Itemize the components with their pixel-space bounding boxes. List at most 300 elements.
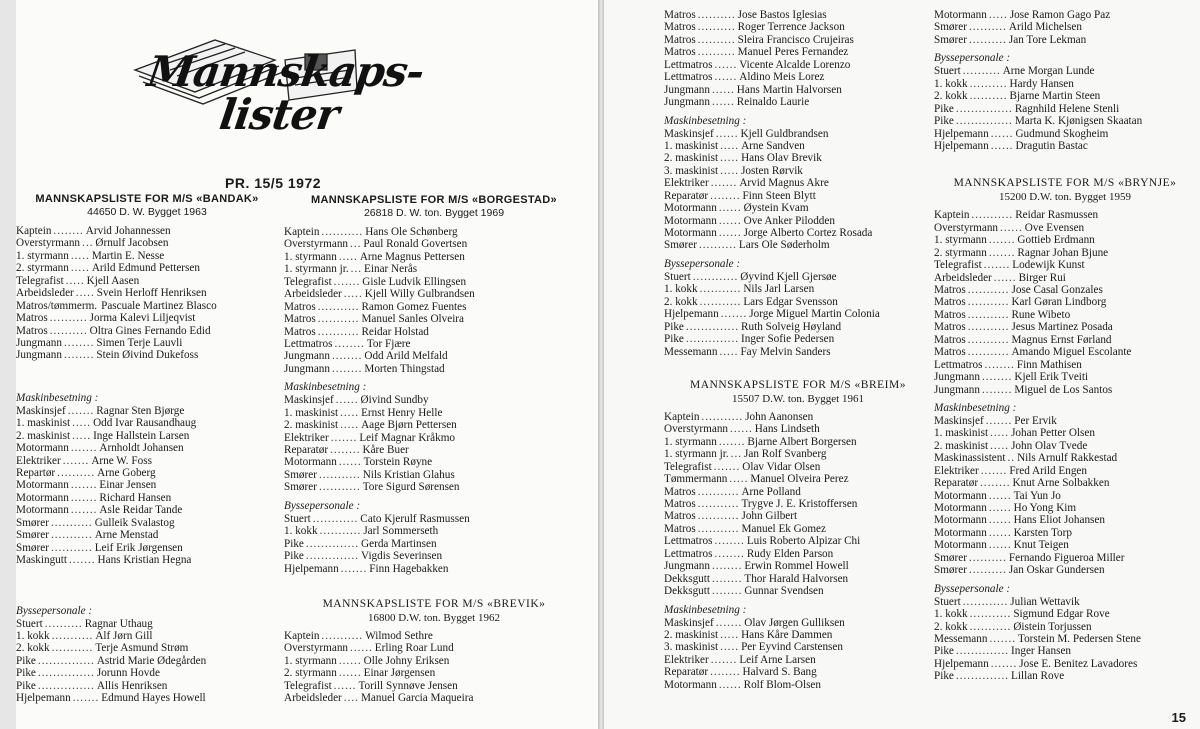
crew-row	[284, 538, 584, 550]
crew-name: Richard Hansen	[99, 491, 172, 504]
crew-role: Motormann	[934, 514, 987, 527]
leader-dots: ........	[714, 547, 745, 560]
borgestad-crew-list	[284, 194, 584, 705]
leader-dots: ..............	[305, 537, 360, 550]
crew-role: Jungmann	[934, 383, 980, 396]
crew-name: Fay Melvin Sanders	[740, 345, 831, 358]
deck-list	[664, 411, 932, 598]
leader-dots: ..........	[968, 564, 1007, 577]
crew-row	[16, 312, 278, 324]
crew-row	[16, 262, 278, 274]
leader-dots: ...	[82, 237, 94, 250]
leader-dots: ......	[990, 139, 1014, 152]
catering-heading: Byssepersonale :	[934, 52, 1011, 65]
leader-dots: ...........	[697, 498, 740, 510]
crew-role: Smører	[284, 468, 317, 481]
crew-row	[16, 237, 278, 249]
leader-dots: ......	[988, 502, 1012, 514]
crew-row	[934, 359, 1196, 371]
crew-row	[934, 34, 1196, 46]
crew-name: Arne Morgan Lunde	[1002, 65, 1095, 78]
crew-row	[284, 655, 584, 667]
date-heading: PR. 15/5 1972	[225, 175, 322, 191]
crew-name: Svein Herloff Henriksen	[96, 287, 207, 300]
leader-dots: .......	[988, 234, 1016, 247]
crew-row	[934, 465, 1196, 477]
crew-name: Finn Mathisen	[1016, 358, 1082, 371]
leader-dots: ...........	[51, 642, 94, 655]
crew-name: Fernando Figueroa Miller	[1008, 551, 1125, 564]
crew-row	[16, 542, 278, 554]
crew-role: Matros	[664, 33, 696, 46]
leader-dots: ...	[730, 448, 743, 461]
crew-role: Kaptein	[16, 225, 52, 237]
leader-dots: ............	[692, 270, 739, 283]
crew-row	[284, 288, 584, 300]
crew-row	[664, 666, 932, 678]
leader-dots: .......	[715, 616, 743, 629]
crew-role: Hjelpemann	[664, 308, 719, 321]
crew-name: Ragnar Johan Bjune	[1017, 246, 1109, 259]
crew-row	[934, 427, 1196, 439]
crew-row	[284, 263, 584, 275]
leader-dots: ...........	[969, 620, 1012, 633]
crew-role: Maskinsjef	[664, 127, 714, 140]
leader-dots: .......	[340, 562, 368, 575]
leader-dots: ...........	[967, 284, 1010, 296]
deck-list	[16, 225, 278, 362]
leader-dots: ...........	[318, 481, 361, 494]
crew-name: Fred Arild Engen	[1009, 464, 1087, 477]
crew-role: 1. kokk	[934, 608, 968, 621]
crew-name: Alf Jørn Gill	[95, 629, 153, 642]
page-edge	[0, 0, 16, 729]
crew-row	[664, 573, 932, 585]
crew-name: Finn Hagebakken	[369, 562, 449, 575]
crew-name: Ragnar Uthaug	[84, 617, 153, 630]
ship-heading: MANNSKAPSLISTE FOR M/S «BREVIK»	[322, 597, 546, 610]
leader-dots: ............	[962, 595, 1009, 608]
crew-role: Matros	[284, 325, 316, 338]
crew-row	[664, 59, 932, 71]
ship-subheading: 15507 D.W. ton. Bygget 1961	[732, 392, 864, 405]
crew-name: Gisle Ludvik Ellingsen	[362, 275, 467, 288]
crew-name: John Olav Tvede	[1011, 439, 1088, 452]
crew-row	[934, 259, 1196, 271]
crew-name: Arne Menstad	[94, 529, 159, 542]
crew-role: Matros	[934, 346, 966, 359]
leader-dots: .......	[62, 454, 90, 467]
crew-name: Edmund Hayes Howell	[101, 692, 206, 705]
crew-role: Dekksgutt	[664, 572, 710, 585]
brevik-continued-list	[664, 9, 932, 691]
deck-list	[284, 226, 584, 375]
crew-role: Matros	[16, 324, 48, 337]
crew-name: Arvid Johannessen	[85, 225, 171, 237]
leader-dots: ........	[53, 225, 84, 237]
leader-dots: ...........	[319, 525, 362, 538]
crew-role: 1. kokk	[16, 629, 50, 642]
crew-role: Matros	[664, 498, 696, 510]
leader-dots: ..............	[305, 550, 360, 563]
crew-role: Pike	[284, 550, 304, 563]
crew-role: 2. styrmann	[284, 667, 337, 680]
crew-name: Ove Evensen	[1024, 221, 1085, 234]
crew-role: Jungmann	[664, 96, 710, 109]
leader-dots: ..........	[57, 467, 96, 479]
crew-row	[16, 492, 278, 504]
crew-role: Jungmann	[16, 349, 62, 362]
leader-dots: .......	[70, 442, 98, 455]
crew-role: Overstyrmann	[664, 423, 729, 436]
engine-list	[664, 128, 932, 252]
crew-row	[16, 275, 278, 287]
leader-dots: ..........	[968, 551, 1007, 564]
leader-dots: ......	[333, 679, 357, 692]
crew-name: Vigdis Severinsen	[361, 550, 443, 563]
crew-row	[664, 271, 932, 283]
crew-row	[16, 479, 278, 491]
crew-role: Elektriker	[664, 177, 709, 190]
leader-dots: ...............	[37, 679, 95, 692]
crew-row	[664, 617, 932, 629]
leader-dots: ......	[718, 214, 742, 227]
leader-dots: .....	[990, 427, 1010, 440]
crew-row	[664, 585, 932, 597]
leader-dots: ...........	[967, 308, 1010, 321]
crew-row	[664, 140, 932, 152]
crew-name: Manuel Ek Gomez	[741, 522, 826, 535]
crew-name: Arne Goberg	[97, 467, 156, 479]
crew-name: Josten Rørvik	[741, 164, 803, 177]
crew-row	[664, 486, 932, 498]
crew-row	[934, 490, 1196, 502]
crew-row	[934, 645, 1196, 657]
crew-role: 1. maskinist	[16, 417, 71, 430]
crew-role: 2. kokk	[934, 620, 968, 633]
crew-role: Jungmann	[16, 336, 62, 349]
crew-name: Aldino Meis Lorez	[739, 71, 825, 84]
crew-row	[664, 152, 932, 164]
leader-dots: .......	[983, 259, 1011, 272]
leader-dots: ........	[714, 535, 745, 548]
leader-dots: ....	[343, 692, 359, 705]
crew-row	[664, 411, 932, 423]
crew-row	[934, 608, 1196, 620]
crew-role: 1. styrmann	[934, 234, 987, 247]
crew-role: Motormann	[664, 214, 717, 227]
leader-dots: .......	[720, 308, 748, 321]
crew-role: Hjelpemann	[934, 127, 989, 140]
crew-role: 1. styrmann jr.	[664, 448, 729, 461]
crew-name: Per Ervik	[1014, 414, 1057, 427]
crew-row	[664, 523, 932, 535]
crew-role: Motormann	[934, 539, 987, 552]
crew-name: Roger Terrence Jackson	[737, 21, 845, 34]
crew-name: Nils Arnulf Rakkestad	[1017, 452, 1118, 465]
leader-dots: .....	[70, 262, 90, 275]
crew-row	[284, 338, 584, 350]
leader-dots: ........	[712, 572, 743, 585]
crew-role: Matros	[664, 510, 696, 523]
crew-row	[284, 432, 584, 444]
engine-heading: Maskinbesetning :	[664, 114, 747, 127]
crew-role: Reparatør	[664, 189, 709, 202]
leader-dots: .....	[729, 473, 749, 486]
crew-row	[664, 535, 932, 547]
crew-name: Jorge Miguel Martin Colonia	[749, 308, 880, 321]
crew-name: Marta K. Kjønigsen Skaatan	[1014, 115, 1143, 128]
leader-dots: ...........	[699, 283, 742, 296]
crew-role: Motormann	[16, 504, 69, 517]
crew-name: Leif Arne Larsen	[739, 653, 816, 666]
crew-role: Motormann	[934, 502, 987, 514]
crew-role: Kaptein	[284, 629, 320, 642]
leader-dots: ......	[718, 678, 742, 691]
crew-row	[664, 641, 932, 653]
leader-dots: ...........	[967, 333, 1010, 346]
crew-row	[934, 477, 1196, 489]
title-line-2: lister	[216, 90, 342, 139]
leader-dots: .......	[70, 491, 98, 504]
engine-heading: Maskinbesetning :	[934, 401, 1017, 414]
leader-dots: ..........	[697, 46, 736, 59]
crew-row	[284, 276, 584, 288]
leader-dots: .....	[720, 641, 740, 654]
crew-name: Arvid Magnus Akre	[739, 177, 829, 190]
crew-name: Einar Jensen	[99, 479, 157, 492]
bandak-crew-list	[16, 193, 278, 705]
crew-role: Matros/tømmerm.	[16, 299, 98, 312]
leader-dots: .......	[713, 460, 741, 473]
crew-role: Matros	[16, 312, 48, 325]
crew-role: Pike	[16, 667, 36, 680]
catering-heading: Byssepersonale :	[284, 499, 361, 512]
leader-dots: ..........	[968, 21, 1007, 34]
crew-name: Øistein Torjussen	[1013, 620, 1092, 633]
crew-row	[16, 442, 278, 454]
crew-role: Motormann	[934, 526, 987, 539]
title-line-1: Mannskaps-	[144, 47, 427, 96]
leader-dots: ........	[712, 585, 743, 598]
crew-row	[664, 177, 932, 189]
crew-role: Motormann	[664, 202, 717, 215]
crew-name: Einar Nerås	[364, 263, 418, 276]
engine-heading: Maskinbesetning :	[16, 391, 99, 404]
crew-row	[284, 301, 584, 313]
crew-name: Stein Øivind Dukefoss	[96, 349, 199, 362]
crew-role: Maskinsjef	[16, 404, 66, 417]
leader-dots: ..............	[685, 320, 740, 333]
crew-role: 1. maskinist	[934, 427, 989, 440]
leader-dots: ...........	[969, 608, 1012, 621]
crew-name: Terje Asmund Strøm	[95, 642, 189, 655]
crew-name: Reidar Rasmussen	[1015, 209, 1099, 222]
crew-row	[934, 658, 1196, 670]
crew-name: Rune Wibeto	[1011, 308, 1071, 321]
crew-role: 1. maskinist	[284, 406, 339, 419]
leader-dots: ........	[334, 337, 365, 350]
crew-name: Paul Ronald Govertsen	[363, 238, 468, 251]
crew-role: Elektriker	[664, 653, 709, 666]
leader-dots: .....	[340, 406, 360, 419]
leader-dots: ......	[990, 127, 1014, 140]
crew-name: Rolf Blom-Olsen	[743, 678, 821, 691]
leader-dots: .......	[72, 692, 100, 705]
crew-name: Nils Kristian Glahus	[362, 468, 455, 481]
ship-heading: MANNSKAPSLISTE FOR M/S «BREIM»	[690, 378, 906, 391]
crew-name: Oltra Gines Fernando Edid	[89, 324, 211, 337]
crew-name: Hans Kåre Dammen	[741, 628, 833, 641]
crew-name: Vicente Alcalde Lorenzo	[739, 58, 851, 71]
crew-row	[16, 417, 278, 429]
leader-dots: ......	[350, 642, 373, 655]
crew-row	[284, 363, 584, 375]
leader-dots: ......	[718, 227, 742, 239]
crew-row	[16, 667, 278, 679]
crew-role: Reparatør	[284, 444, 329, 456]
crew-role: Smører	[934, 33, 967, 46]
crew-name: Amando Miguel Escolante	[1011, 346, 1132, 359]
crew-row	[16, 455, 278, 467]
crew-name: Ragnar Sten Bjørge	[96, 404, 185, 417]
crew-role: Pike	[664, 320, 684, 333]
leader-dots: ..........	[49, 324, 88, 337]
crew-row	[934, 452, 1196, 464]
crew-role: Pike	[934, 102, 954, 115]
leader-dots: .......	[990, 657, 1018, 670]
crew-role: Elektriker	[934, 464, 979, 477]
crew-row	[16, 680, 278, 692]
crew-role: 1. kokk	[284, 525, 318, 538]
crew-role: Pike	[664, 333, 684, 346]
leader-dots: ...........	[51, 629, 94, 642]
crew-role: Overstyrmann	[284, 642, 349, 655]
crew-row	[16, 655, 278, 667]
crew-name: Gunnar Svendsen	[744, 585, 824, 598]
crew-name: Arild Edmund Pettersen	[91, 262, 200, 275]
leader-dots: ...........	[50, 541, 93, 554]
leader-dots: ........	[712, 560, 743, 573]
crew-name: Torstein M. Pedersen Stene	[1018, 632, 1141, 645]
crew-role: Matros	[664, 21, 696, 34]
crew-row	[284, 469, 584, 481]
crew-role: 2. maskinist	[664, 152, 719, 165]
leader-dots: .......	[710, 653, 738, 666]
crew-name: Kjell Erik Tveiti	[1014, 371, 1089, 384]
crew-row	[284, 630, 584, 642]
crew-row	[16, 337, 278, 349]
crew-row	[284, 226, 584, 238]
leader-dots: .......	[333, 275, 361, 288]
crew-row	[284, 444, 584, 456]
crew-name: Karsten Torp	[1013, 526, 1072, 539]
left-page	[0, 0, 598, 729]
crew-name: Cato Kjerulf Rasmussen	[360, 512, 470, 525]
crew-name: Jan Oskar Gundersen	[1008, 564, 1105, 577]
leader-dots: .....	[340, 419, 360, 432]
crew-name: Reinaldo Laurie	[736, 96, 810, 109]
crew-role: Hjelpemann	[284, 562, 339, 575]
crew-row	[284, 456, 584, 468]
crew-row	[664, 283, 932, 295]
crew-role: Lettmatros	[664, 547, 713, 560]
crew-name: Bjarne Albert Borgersen	[747, 435, 857, 448]
crew-name: Gulleik Svalastog	[94, 516, 175, 529]
crew-role: Telegrafist	[284, 679, 332, 692]
engine-list	[284, 394, 584, 494]
crew-role: Smører	[934, 564, 967, 577]
crew-name: Jorma Kalevi Liljeqvist	[89, 312, 196, 325]
crew-row	[16, 630, 278, 642]
crew-row	[16, 642, 278, 654]
crew-row	[284, 563, 584, 575]
ship-heading: MANNSKAPSLISTE FOR M/S «BORGESTAD»	[311, 194, 557, 206]
crew-name: Odd Arild Melfald	[364, 350, 448, 363]
crew-name: Jose Ramon Gago Paz	[1009, 9, 1111, 21]
crew-row	[664, 34, 932, 46]
crew-name: Kåre Buer	[362, 444, 409, 456]
crew-row	[934, 128, 1196, 140]
crew-role: Hjelpemann	[16, 692, 71, 705]
catering-heading: Byssepersonale :	[664, 257, 741, 270]
page-number: 15	[1171, 710, 1186, 725]
crew-row	[664, 333, 932, 345]
crew-role: Lettmatros	[664, 58, 713, 71]
crew-role: Motormann	[664, 678, 717, 691]
leader-dots: ...	[350, 263, 363, 276]
crew-row	[664, 96, 932, 108]
crew-row	[284, 550, 584, 562]
crew-name: Manuel Olveira Perez	[750, 473, 849, 486]
crew-name: Thor Harald Halvorsen	[744, 572, 849, 585]
crew-row	[934, 670, 1196, 682]
leader-dots: .....	[720, 139, 740, 152]
crew-name: Manuel Peres Fernandez	[737, 46, 849, 59]
crew-name: Arne Sandven	[741, 139, 805, 152]
crew-name: Manuel Garcia Maqueira	[360, 692, 474, 705]
crew-name: Erling Roar Lund	[374, 642, 454, 655]
crew-name: Olle Johny Eriksen	[363, 654, 450, 667]
crew-role: Matros	[934, 284, 966, 296]
engine-list	[664, 617, 932, 692]
crew-role: 2. kokk	[664, 295, 698, 308]
crew-role: 3. maskinist	[664, 641, 719, 654]
crew-row	[16, 554, 278, 566]
leader-dots: ......	[712, 96, 735, 109]
crew-name: Kjell Aasen	[86, 274, 140, 287]
leader-dots: .....	[720, 152, 740, 165]
crew-name: Sleira Francisco Crujeiras	[737, 33, 854, 46]
crew-name: Ernst Henry Helle	[361, 406, 443, 419]
leader-dots: ...........	[50, 529, 93, 542]
crew-role: Matros	[934, 296, 966, 309]
leader-dots: .....	[720, 628, 740, 641]
crew-name: Olav Vidar Olsen	[742, 460, 821, 473]
crew-name: Inger Hansen	[1011, 645, 1071, 658]
crew-role: Lettmatros	[934, 358, 983, 371]
crew-name: Karl Gøran Lindborg	[1011, 296, 1107, 309]
crew-name: Jorge Alberto Cortez Rosada	[743, 227, 873, 239]
leader-dots: .....	[338, 250, 358, 263]
catering-list	[16, 618, 278, 705]
catering-heading: Byssepersonale :	[934, 582, 1011, 595]
crew-name: Jorunn Hovde	[96, 667, 160, 680]
leader-dots: ...........	[967, 296, 1010, 309]
crew-name: Dragutin Bastac	[1015, 139, 1088, 152]
leader-dots: ........	[332, 350, 363, 363]
crew-row	[934, 334, 1196, 346]
